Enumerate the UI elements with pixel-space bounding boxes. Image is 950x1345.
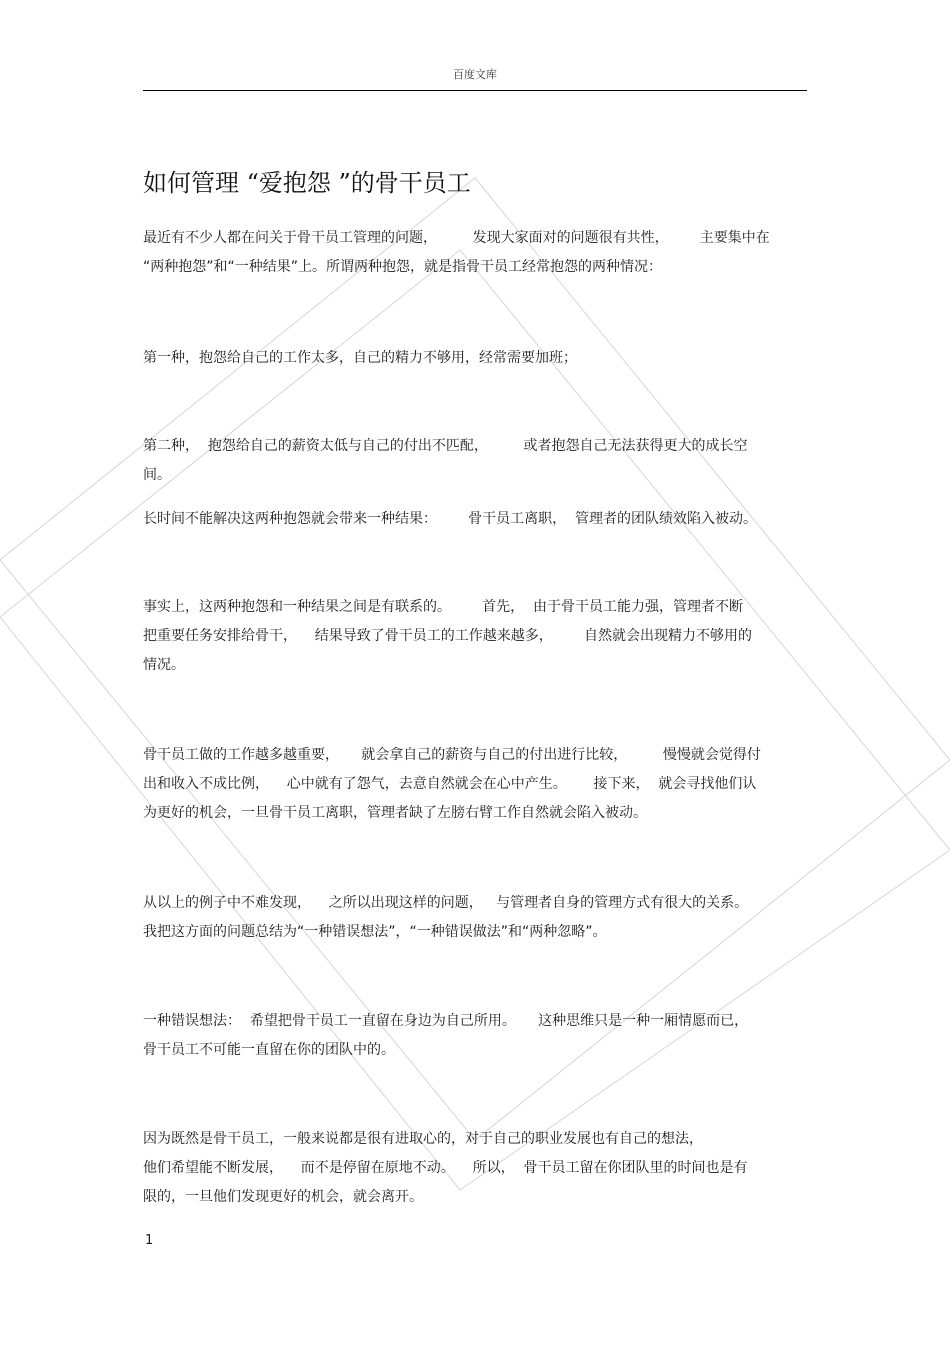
paragraph-line: 长时间不能解决这两种抱怨就会带来一种结果： 骨干员工离职， 管理者的团队绩效陷入被动。 xyxy=(143,511,758,527)
paragraph-pay-comparison xyxy=(143,741,807,828)
paragraph-first-complaint xyxy=(143,344,807,373)
paragraph-line: 我把这方面的问题总结为“一种错误想法”，“一种错误做法”和“两种忽略”。 xyxy=(143,924,607,940)
paragraph-line: “两种抱怨”和“一种结果”上。所谓两种抱怨，就是指骨干员工经常抱怨的两种情况： xyxy=(143,259,663,275)
paragraph-line: 为更好的机会，一旦骨干员工离职，管理者缺了左膀右臂工作自然就会陷入被动。 xyxy=(143,805,647,821)
paragraph-line: 第一种，抱怨给自己的工作太多，自己的精力不够用，经常需要加班； xyxy=(143,350,577,366)
page-number: 1 xyxy=(145,1233,154,1248)
paragraph-line: 从以上的例子中不难发现， 之所以出现这样的问题， 与管理者自身的管理方式有很大的关系。 xyxy=(143,895,749,911)
paragraph-second-complaint xyxy=(143,432,807,490)
paragraph-line: 骨干员工不可能一直留在你的团队中的。 xyxy=(143,1042,395,1058)
paragraph-result xyxy=(143,505,807,534)
paragraph-line: 一种错误想法： 希望把骨干员工一直留在身边为自己所用。 这种思维只是一种一厢情愿而已， xyxy=(143,1013,749,1029)
paragraph-line: 因为既然是骨干员工，一般来说都是很有进取心的，对于自己的职业发展也有自己的想法， xyxy=(143,1131,703,1147)
paragraph-line: 限的，一旦他们发现更好的机会，就会离开。 xyxy=(143,1189,423,1205)
paragraph-line: 最近有不少人都在问关于骨干员工管理的问题， 发现大家面对的问题很有共性， 主要集中在 xyxy=(143,230,770,246)
header-divider xyxy=(143,90,807,91)
paragraph-line: 他们希望能不断发展， 而不是停留在原地不动。 所以， 骨干员工留在你团队里的时间也是有 xyxy=(143,1160,748,1176)
paragraph-line: 第二种， 抱怨给自己的薪资太低与自己的付出不匹配， 或者抱怨自己无法获得更大的成长空 xyxy=(143,438,748,454)
paragraph-line: 出和收入不成比例， 心中就有了怨气，去意自然就会在心中产生。 接下来， 就会寻找他们认 xyxy=(143,776,757,792)
paragraph-line: 事实上，这两种抱怨和一种结果之间是有联系的。 首先， 由于骨干员工能力强，管理者不断 xyxy=(143,599,744,615)
paragraph-summary xyxy=(143,889,807,947)
paragraph-intro xyxy=(143,224,807,282)
header-site-name: 百度文库 xyxy=(453,68,497,81)
paragraph-connection xyxy=(143,593,807,680)
paragraph-line: 情况。 xyxy=(143,657,185,673)
paragraph-ambition xyxy=(143,1125,807,1212)
document-title: 如何管理 “爱抱怨 ”的骨干员工 xyxy=(143,169,471,197)
paragraph-wrong-idea xyxy=(143,1007,807,1065)
paragraph-line: 骨干员工做的工作越多越重要， 就会拿自己的薪资与自己的付出进行比较， 慢慢就会觉得付 xyxy=(143,747,761,763)
paragraph-line: 间。 xyxy=(143,467,171,483)
paragraph-line: 把重要任务安排给骨干， 结果导致了骨干员工的工作越来越多， 自然就会出现精力不够用的 xyxy=(143,628,752,644)
